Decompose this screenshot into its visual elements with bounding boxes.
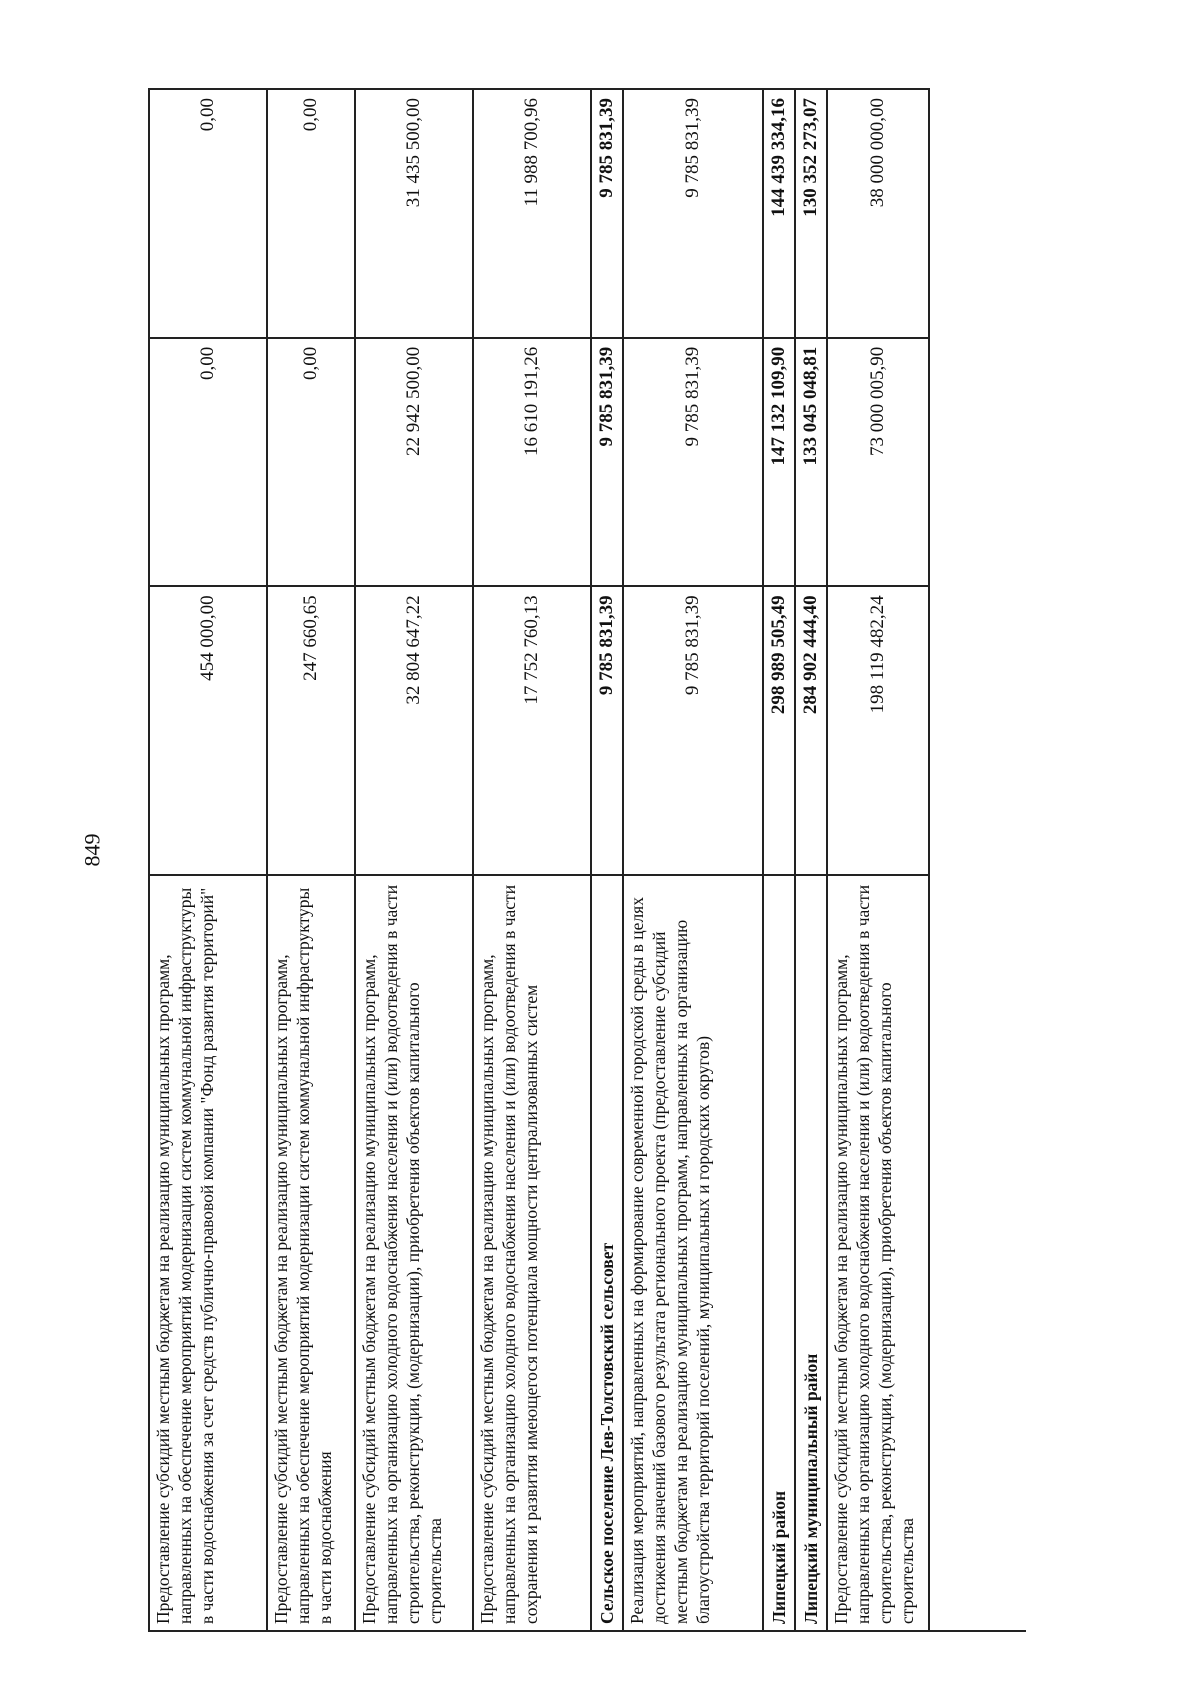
row-value-1: 198 119 482,24: [828, 585, 930, 874]
row-value-1: 284 902 444,40: [796, 585, 828, 874]
row-value-3: 144 439 334,16: [764, 88, 796, 337]
row-value-2: 9 785 831,39: [592, 337, 624, 586]
table-row: [356, 88, 474, 1630]
row-value-1: 454 000,00: [150, 585, 268, 874]
row-value-3: 0,00: [268, 88, 356, 337]
row-value-2: 0,00: [150, 337, 268, 586]
table-row-subtotal: [796, 88, 828, 1630]
row-description: Предоставление субсидий местным бюджетам на реализацию муниципальных программ, направленных на обеспечение мероприятий модернизации систем коммунальной инфраструктуры в части водоснабжения: [268, 874, 356, 1630]
table-row: [268, 88, 356, 1630]
row-description: Предоставление субсидий местным бюджетам на реализацию муниципальных программ, направленных на обеспечение мероприятий модернизации систем коммунальной инфраструктуры в части водоснабжения за счет средств публично-правовой компании "Фонд развития территорий": [150, 874, 268, 1630]
row-value-3: 130 352 273,07: [796, 88, 828, 337]
row-value-2: 73 000 005,90: [828, 337, 930, 586]
row-description: Предоставление субсидий местным бюджетам на реализацию муниципальных программ, направленных на организацию холодного водоснабжения населения и (или) водоотведения в части сохранения и развития имеющегося потенциала мощности централизованных систем: [474, 874, 592, 1630]
row-value-2: 0,00: [268, 337, 356, 586]
row-value-2: 22 942 500,00: [356, 337, 474, 586]
row-value-3: 38 000 000,00: [828, 88, 930, 337]
row-value-3: 9 785 831,39: [624, 88, 764, 337]
table-row-subtotal: [764, 88, 796, 1630]
row-value-3: 31 435 500,00: [356, 88, 474, 337]
row-value-1: 9 785 831,39: [592, 585, 624, 874]
budget-table: [148, 88, 1026, 1632]
row-value-1: 9 785 831,39: [624, 585, 764, 874]
rotated-table-wrapper: [148, 88, 1026, 1632]
page-number-text: 849: [79, 833, 104, 867]
row-value-3: 9 785 831,39: [592, 88, 624, 337]
row-description: Сельское поселение Лев-Толстовский сельсовет: [592, 874, 624, 1630]
table-row: [150, 88, 268, 1630]
row-value-3: 11 988 700,96: [474, 88, 592, 337]
row-value-2: 133 045 048,81: [796, 337, 828, 586]
table-row: [624, 88, 764, 1630]
table-row: [828, 88, 930, 1630]
row-value-2: 16 610 191,26: [474, 337, 592, 586]
row-value-2: 9 785 831,39: [624, 337, 764, 586]
row-description: Предоставление субсидий местным бюджетам на реализацию муниципальных программ, направленных на организацию холодного водоснабжения населения и (или) водоотведения в части строительства, реконструкции, (модернизации), приобретения объектов капитального строительства: [356, 874, 474, 1630]
row-description: Липецкий район: [764, 874, 796, 1630]
row-value-1: 247 660,65: [268, 585, 356, 874]
row-value-1: 32 804 647,22: [356, 585, 474, 874]
row-description: Липецкий муниципальный район: [796, 874, 828, 1630]
page-number: [72, 820, 112, 880]
table-row: [474, 88, 592, 1630]
row-value-3: 0,00: [150, 88, 268, 337]
row-value-2: 147 132 109,90: [764, 337, 796, 586]
row-value-1: 298 989 505,49: [764, 585, 796, 874]
row-value-1: 17 752 760,13: [474, 585, 592, 874]
table-row-subtotal: [592, 88, 624, 1630]
row-description: Предоставление субсидий местным бюджетам на реализацию муниципальных программ, направленных на организацию холодного водоснабжения населения и (или) водоотведения в части строительства, реконструкции, (модернизации), приобретения объектов капитального строительства: [828, 874, 930, 1630]
row-description: Реализация мероприятий, направленных на формирование современной городской среды в целях достижения значений базового результата регионального проекта (предоставление субсидий местным бюджетам на реализацию муниципальных программ, направленных на организацию благоустройства территорий поселений, муниципальных и городских округов): [624, 874, 764, 1630]
